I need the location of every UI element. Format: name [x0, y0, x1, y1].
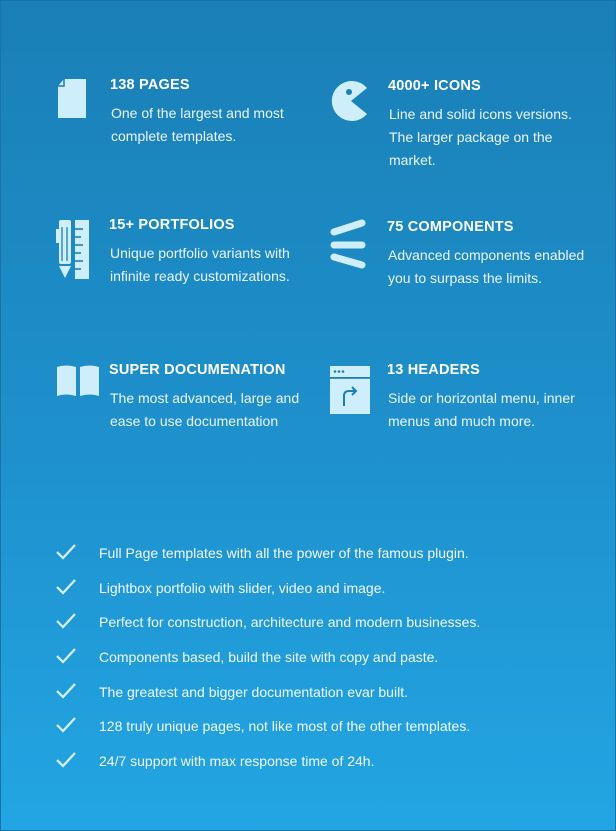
- list-item: [55, 577, 575, 612]
- feature-title: 138 PAGES: [110, 77, 190, 93]
- browser-window-arrow-icon: [329, 365, 375, 429]
- list-item: [55, 542, 575, 577]
- feature-checklist: [55, 542, 575, 785]
- feature-description: One of the largest and most complete templates.: [111, 105, 284, 144]
- checkmark-icon: [55, 681, 77, 701]
- list-item: [55, 715, 575, 750]
- feature-title: 13 HEADERS: [387, 362, 481, 378]
- feature-icons: [334, 78, 594, 188]
- ruler-pencil-icon: [55, 217, 101, 281]
- checkmark-icon: [55, 646, 77, 666]
- list-item: [55, 611, 575, 646]
- feature-description: Line and solid icons versions. The larger package on the market.: [389, 106, 572, 168]
- feature-description: Side or horizontal menu, inner menus and much more.: [388, 390, 575, 429]
- checkmark-icon: [55, 577, 77, 597]
- feature-pages: [56, 77, 316, 187]
- checkmark-icon: [55, 715, 77, 735]
- feature-portfolios: [55, 217, 315, 327]
- feature-title: 4000+ ICONS: [388, 78, 481, 94]
- document-page-icon: [56, 77, 102, 141]
- list-item: [55, 750, 575, 785]
- feature-description: The most advanced, large and ease to use documentation: [110, 390, 300, 429]
- feature-title: 75 COMPONENTS: [387, 219, 514, 235]
- list-item-text: Lightbox portfolio with slider, video and image.: [99, 579, 386, 596]
- list-item-text: 24/7 support with max response time of 24h.: [99, 753, 375, 770]
- feature-title: 15+ PORTFOLIOS: [109, 217, 235, 233]
- list-item-text: Components based, build the site with copy and paste.: [99, 649, 439, 666]
- list-item-text: The greatest and bigger documentation evar built.: [99, 683, 408, 700]
- list-item: [55, 681, 575, 716]
- feature-components: [333, 219, 593, 329]
- feature-documentation: [55, 362, 315, 472]
- list-item: [55, 646, 575, 681]
- checkmark-icon: [55, 542, 77, 562]
- open-book-icon: [55, 362, 101, 426]
- checkmark-icon: [55, 750, 77, 770]
- feature-description: Unique portfolio variants with infinite ready customizations.: [110, 245, 290, 284]
- list-item-text: 128 truly unique pages, not like most of the other templates.: [99, 718, 471, 735]
- list-item-text: Full Page templates with all the power of the famous plugin.: [99, 545, 469, 561]
- slanted-bars-icon: [329, 219, 375, 283]
- feature-headers: [333, 362, 593, 472]
- pacman-icon: [330, 78, 376, 142]
- feature-title: SUPER DOCUMENATION: [109, 362, 286, 378]
- checkmark-icon: [55, 611, 77, 631]
- list-item-text: Perfect for construction, architecture and modern businesses.: [99, 614, 481, 631]
- feature-description: Advanced components enabled you to surpass the limits.: [388, 247, 585, 286]
